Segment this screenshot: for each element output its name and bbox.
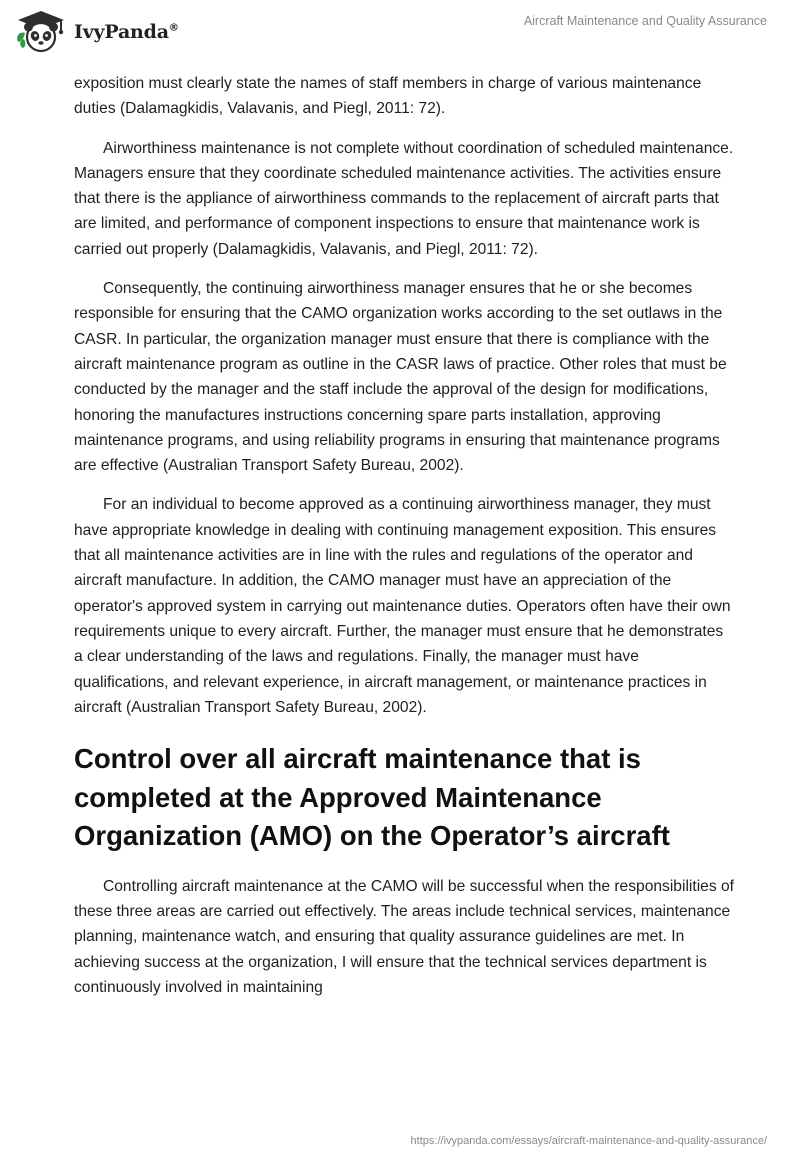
paragraph-5: Controlling aircraft maintenance at the CAMO will be successful when the responsibilities of these three areas are carried out effectively. The areas include technical services, maintenance planning, maintenance watch, and ensuring that quality assurance guidelines are met. In achieving success at the organization, I will ensure that the technical services department is continuously involved in maintaining (74, 877, 734, 996)
section-heading: Control over all aircraft maintenance that is completed at the Approved Maintenance Organization (AMO) on the Operator’s aircraft (74, 743, 670, 852)
paragraph-1: exposition must clearly state the names of staff members in charge of various maintenance duties (Dalamagkidis, Valavanis, and Piegl, 2011: 72). (74, 75, 702, 118)
page-header (0, 0, 800, 70)
paragraph-3: Consequently, the continuing airworthiness manager ensures that he or she becomes responsible for ensuring that the CAMO organization works according to the set outlaws in the CASR. In particular, the organization manager must ensure that there is compliance with the aircraft maintenance program as outline in the CASR laws of practice. Other roles that must be conducted by the manager and the staff include the approval of the design for modifications, honoring the manufactures instructions concerning spare parts installation, approving maintenance programs, and using reliability programs in ensuring that maintenance programs are effective (Australian Transport Safety Bureau, 2002). (74, 280, 727, 475)
panda-graduation-cap-icon (14, 8, 68, 54)
ivypanda-logo[interactable] (14, 8, 179, 54)
paragraph-4: For an individual to become approved as a continuing airworthiness manager, they must have appropriate knowledge in dealing with continuing management exposition. This ensures that all maintenance activities are in line with the rules and regulations of the operator and aircraft manufacture. In addition, the CAMO manager must have an appreciation of the operator's approved system in carrying out maintenance duties. Operators often have their own requirements unique to every aircraft. Further, the manager must ensure that he demonstrates a clear understanding of the laws and regulations. Finally, the manager must have qualifications, and relevant experience, in aircraft management, or maintenance practices in aircraft (Australian Transport Safety Bureau, 2002). (74, 496, 731, 716)
essay-content (74, 71, 734, 1014)
paragraph-2: Airworthiness maintenance is not complete without coordination of scheduled maintenance. Managers ensure that they coordinate scheduled maintenance activities. The activities ensure that there is the appliance of airworthiness commands to the replacement of aircraft parts that are limited, and performance of component inspections to ensure that maintenance work is carried out properly (Dalamagkidis, Valavanis, and Piegl, 2011: 72). (74, 139, 734, 258)
source-url[interactable]: https://ivypanda.com/essays/aircraft-maintenance-and-quality-assurance/ (410, 1135, 767, 1147)
document-title: Aircraft Maintenance and Quality Assurance (523, 14, 767, 28)
logo-wordmark: IvyPanda® (74, 21, 179, 43)
